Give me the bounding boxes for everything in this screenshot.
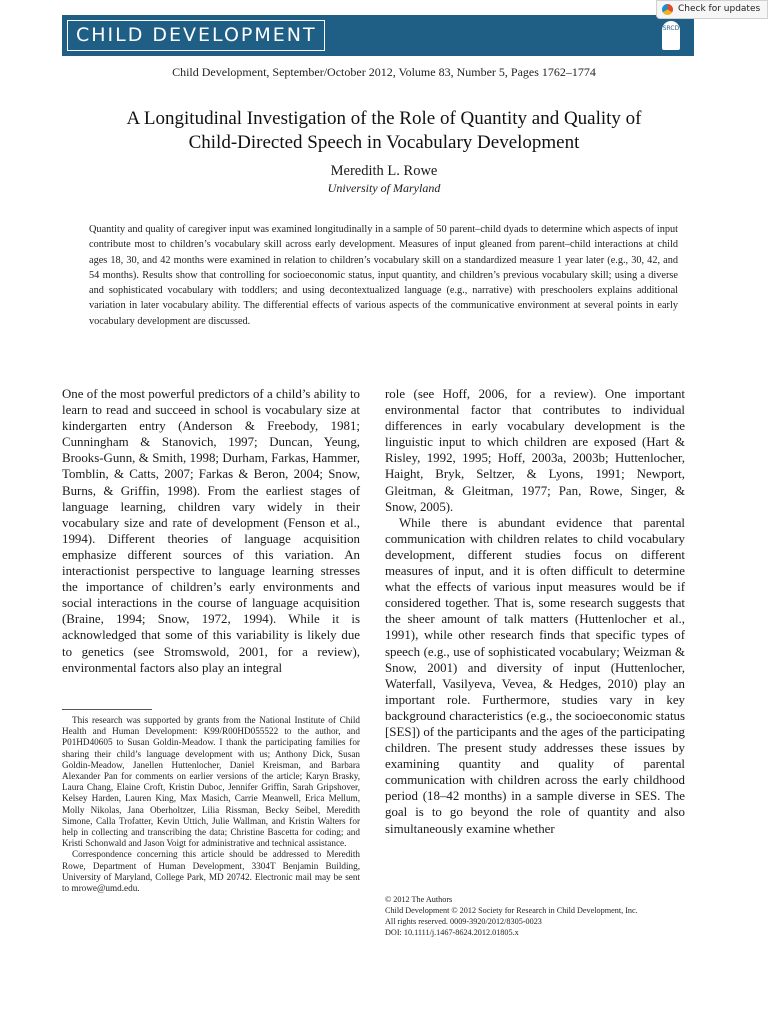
author-name: Meredith L. Rowe bbox=[330, 163, 438, 179]
footnote-funding: This research was supported by grants from the National Institute of Child Health and Human Development: K99/R00HD055522 to the author, and P01HD40605 to Susan Goldin-Meadow. I thank the participating families for sharing their child’s language development with us; Anthony Dick, Susan Goldin-Meadow, Janellen Huttenlocher, Daniel Kreisman, and Barbara Alexander Pan for comments on earlier versions of the article; Karyn Brasky, Laura Chang, Elaine Croft, Kristin Duboc, Jennifer Griffin, Sarah Gripshover, Kelsey Harden, Lauren King, Max Masich, Carrie Meanwell, Erica Mellum, Molly Nikolas, Jana Oberholtzer, Lilia Rissman, Becky Seibel, Meredith Simone, Calla Trofatter, Kevin Uttich, Julie Wallman, and Kristin Walters for help in collecting and transcribing the data; Christine Bascetta for coding; and Kristi Schonwald and Jason Voigt for administrative and technical assistance. bbox=[62, 715, 360, 849]
check-for-updates-label: Check for updates bbox=[678, 4, 761, 14]
article-title-line-1: A Longitudinal Investigation of the Role of Quantity and Quality of bbox=[126, 108, 642, 129]
copyright-line-1: © 2012 The Authors bbox=[385, 895, 453, 904]
body-column-right bbox=[385, 386, 685, 836]
author-affiliation: University of Maryland bbox=[327, 181, 441, 195]
footnote-correspondence: Correspondence concerning this article should be addressed to Meredith Rowe, Department of Human Development, 3304T Benjamin Building, University of Maryland, College Park, MD 20742. Electronic mail may be sent to mrowe@umd.edu. bbox=[62, 849, 360, 894]
footnotes bbox=[62, 715, 360, 894]
body-paragraph-1: One of the most powerful predictors of a child’s ability to learn to read and succeed in school is vocabulary size at kindergarten entry (Anderson & Freebody, 1981; Cunningham & Stanovich, 1997; Duncan, Yeung, Brooks-Gunn, & Smith, 1998; Durham, Farkas, Hammer, Tomblin, & Catts, 2007; Farkas & Beron, 2004; Snow, Burns, & Griffin, 1998). From the earliest stages of language learning, children vary widely in their vocabulary size and rate of development (Fenson et al., 1994). Different theories of language acquisition emphasize different sources of this variation. An interactionist perspective to language learning stresses the importance of children’s early environments and social interactions in the course of language acquisition (Braine, 1994; Snow, 1972, 1994). While it is acknowledged that some of this variability is likely due to genetics (see Stromswold, 2001, for a review), environmental factors also play an integral bbox=[62, 387, 360, 675]
body-paragraph-1-continued: role (see Hoff, 2006, for a review). One important environmental factor that contributes to individual differences in early vocabulary development is the linguistic input to which children are exposed (Hart & Risley, 1992, 1995; Hoff, 2003a, 2003b; Huttenlocher, Haight, Bryk, Seltzer, & Lyons, 1991; Newport, Gleitman, & Gleitman, 1977; Pan, Rowe, Singer, & Snow, 2005). bbox=[385, 387, 685, 514]
abstract: Quantity and quality of caregiver input was examined longitudinally in a sample of 50 parent–child dyads to determine which aspects of input contribute most to children’s vocabulary skill across early development. Measures of input gleaned from parent–child interactions at child ages 18, 30, and 42 months were examined in relation to children’s vocabulary skill on a standardized measure 1 year later (e.g., 30, 42, and 54 months). Results show that controlling for socioeconomic status, input quantity, and children’s previous vocabulary skill; using a diverse and sophisticated vocabulary with toddlers; and using decontextualized language (e.g., narrative) with preschoolers explains additional variation in later vocabulary ability. The differential effects of various aspects of the communicative environment at several points in early vocabulary development are discussed. bbox=[89, 224, 678, 327]
check-for-updates-button[interactable] bbox=[656, 0, 768, 19]
crossmark-icon bbox=[662, 4, 673, 15]
copyright-block bbox=[385, 894, 685, 938]
journal-name: CHILD DEVELOPMENT bbox=[67, 20, 325, 51]
footnote-divider bbox=[62, 709, 152, 710]
article-title-line-2: Child-Directed Speech in Vocabulary Development bbox=[188, 132, 580, 153]
doi-line: DOI: 10.1111/j.1467-8624.2012.01805.x bbox=[385, 928, 519, 937]
copyright-line-3: All rights reserved. 0009-3920/2012/8305-0023 bbox=[385, 917, 542, 926]
article-title bbox=[60, 107, 708, 155]
body-paragraph-2: While there is abundant evidence that parental communication with children relates to child vocabulary development, different studies focus on different measures of input, and it is often difficult to determine what the effects of various input measures would be if considered together. That is, some research suggests that the sheer amount of talk matters (Huttenlocher et al., 1991), while other research finds that specific types of speech (e.g., use of sophisticated vocabulary; Weizman & Snow, 2001) and diversity of input (Huttenlocher, Waterfall, Vasilyeva, Vevea, & Hedges, 2010) play an important role. Furthermore, studies vary in key background characteristics (e.g., the socioeconomic status [SES]) of the participants and the ages of the participating children. The present study addresses these issues by examining quantity and quality of parental communication with children across the early childhood period (18–42 months) in a sample diverse in SES. The goal is to go beyond the role of quantity and also simultaneously examine whether bbox=[385, 515, 685, 836]
journal-citation: Child Development, September/October 2012, Volume 83, Number 5, Pages 1762–1774 bbox=[172, 65, 596, 79]
body-column-left bbox=[62, 386, 360, 706]
srcd-logo: SRCD bbox=[662, 21, 680, 50]
copyright-line-2: Child Development © 2012 Society for Research in Child Development, Inc. bbox=[385, 906, 638, 915]
journal-header-bar bbox=[62, 15, 694, 56]
